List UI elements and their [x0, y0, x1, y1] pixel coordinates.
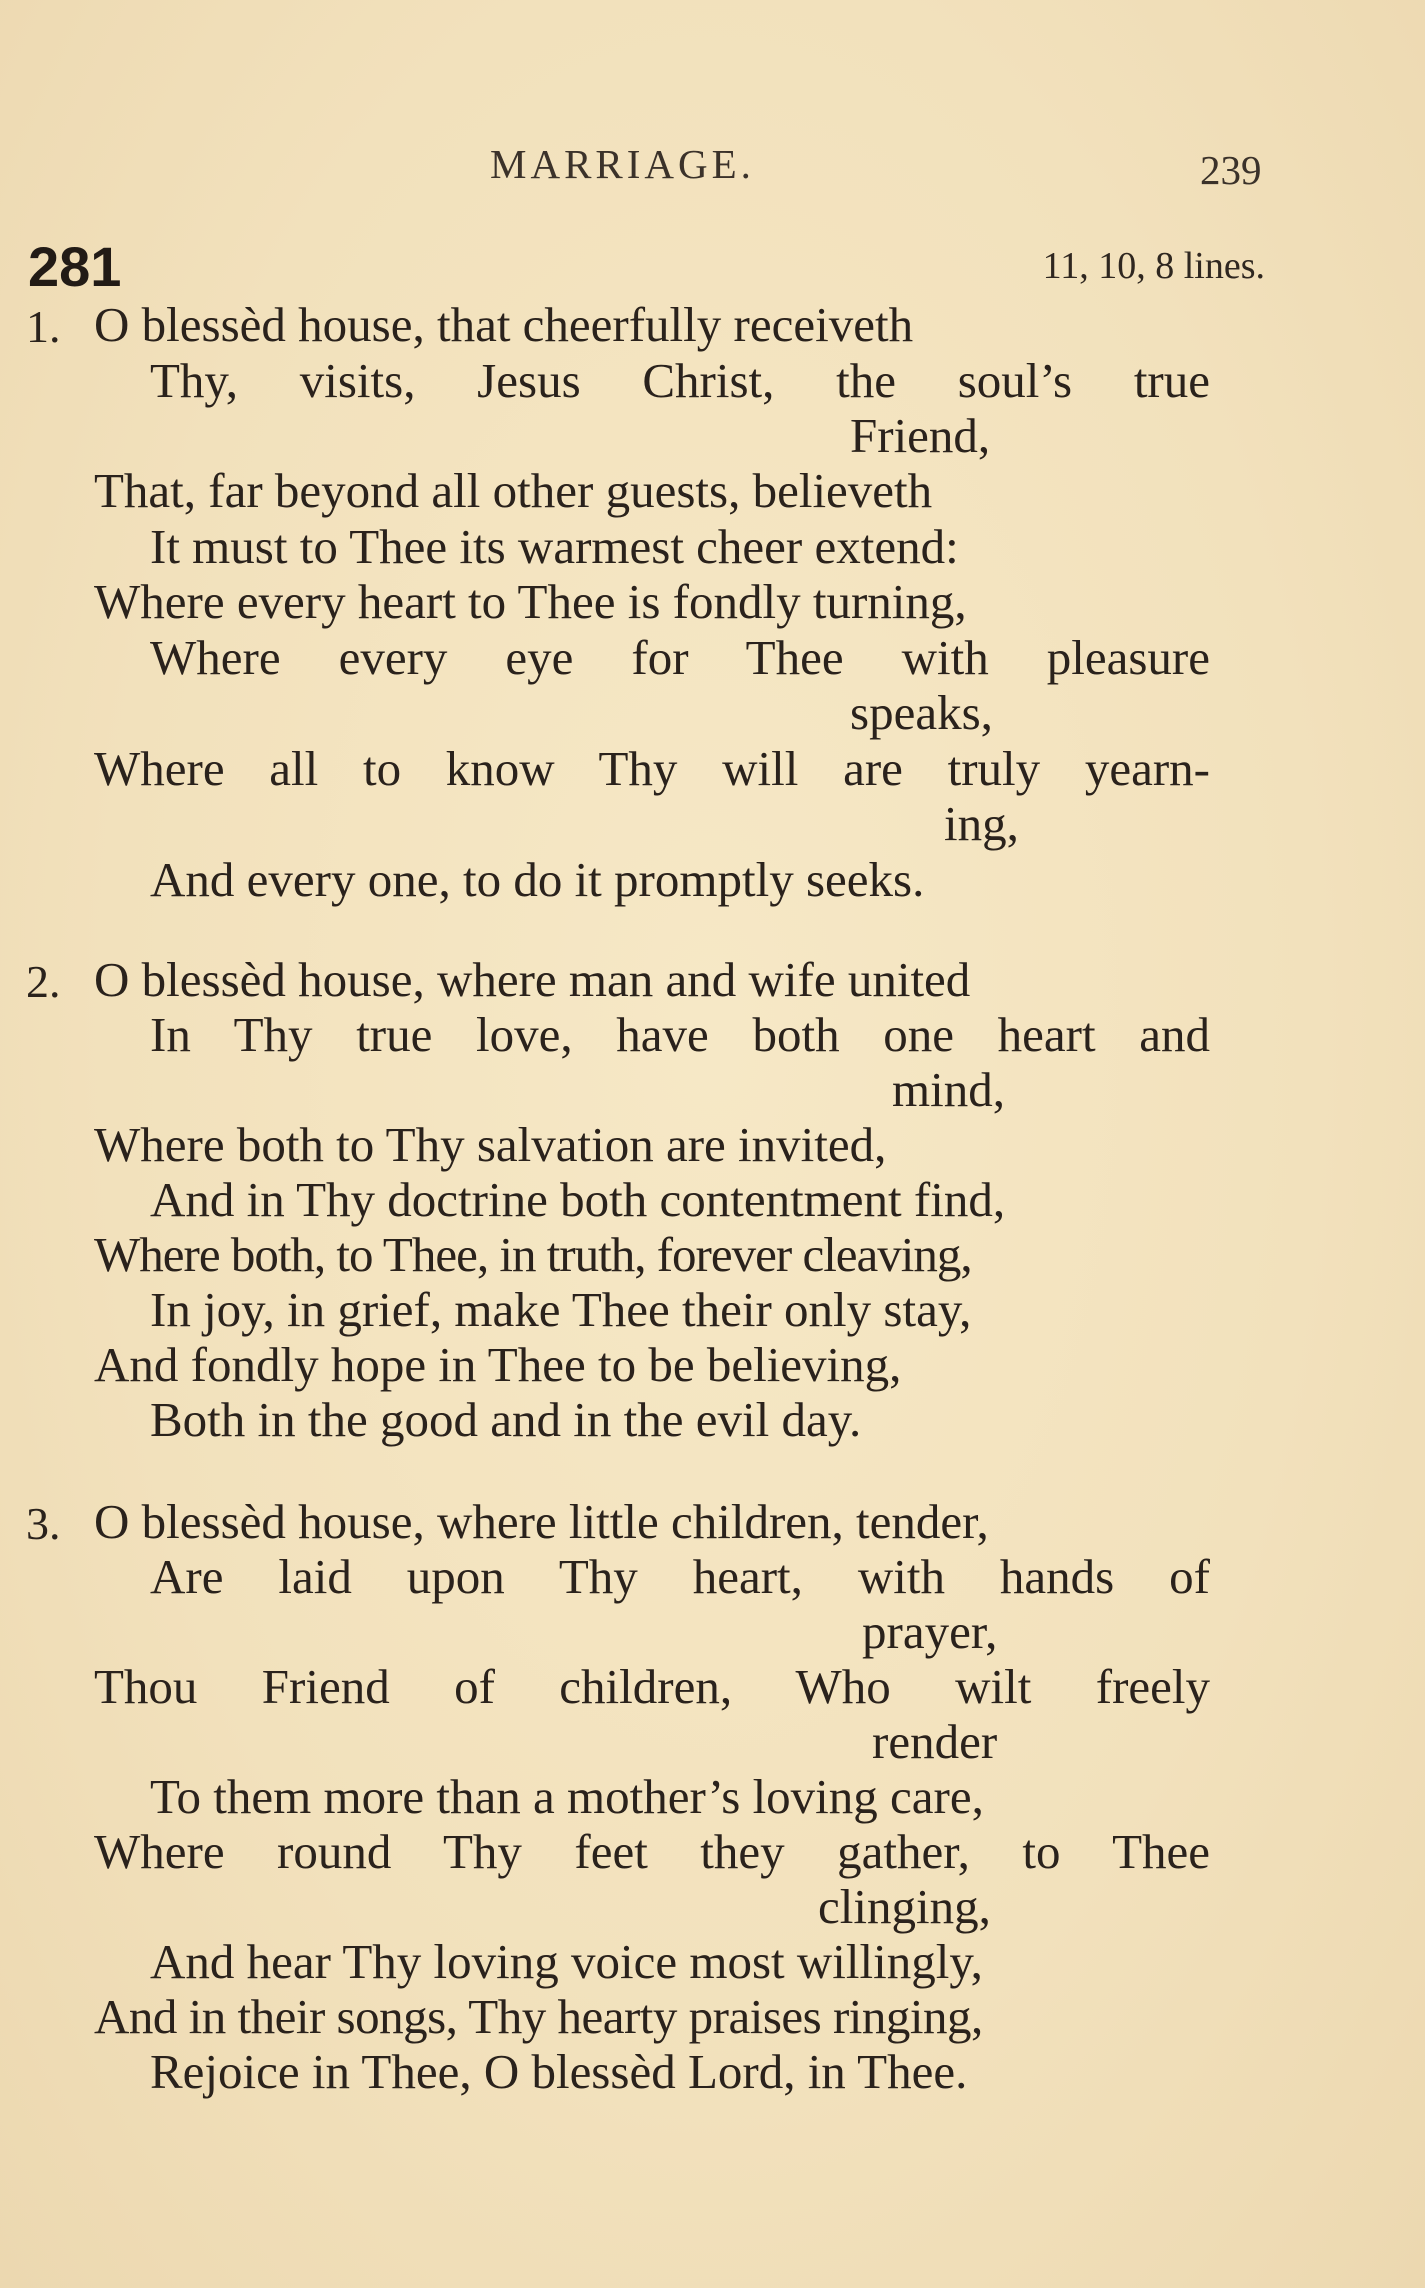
- verse-line: Where every heart to Thee is fondly turning,: [94, 574, 967, 629]
- verse-line-turnover: ing,: [944, 796, 1019, 851]
- running-head: MARRIAGE.: [490, 141, 755, 187]
- verse-line: That, far beyond all other guests, believeth: [94, 463, 933, 518]
- verse-line: And hear Thy loving voice most willingly,: [150, 1934, 983, 1989]
- verse-line-turnover: render: [872, 1714, 998, 1769]
- verse-line: Where round Thy feet they gather, to Thee: [94, 1824, 1210, 1879]
- verse-line: Where every eye for Thee with pleasure: [150, 630, 1210, 685]
- verse-line-turnover: speaks,: [850, 685, 993, 740]
- hymn-number: 281: [28, 235, 122, 298]
- verse-line: Are laid upon Thy heart, with hands of: [150, 1549, 1210, 1604]
- verse-line: O blessèd house, that cheerfully receiveth: [94, 297, 914, 352]
- verse-line: Thy, visits, Jesus Christ, the soul’s true: [150, 353, 1210, 408]
- verse-line: Thou Friend of children, Who wilt freely: [94, 1659, 1210, 1714]
- verse-line: And fondly hope in Thee to be believing,: [94, 1337, 902, 1392]
- verse-line: Where all to know Thy will are truly yearn-: [94, 741, 1210, 796]
- verse-line-turnover: Friend,: [850, 408, 991, 463]
- page-number: 239: [1200, 147, 1262, 193]
- verse-line-turnover: prayer,: [862, 1604, 998, 1659]
- verse-line: In Thy true love, have both one heart and: [150, 1007, 1210, 1062]
- verse-line: O blessèd house, where man and wife united: [94, 952, 971, 1007]
- verse-line: And in Thy doctrine both contentment find,: [150, 1172, 1006, 1227]
- hymn-meter: 11, 10, 8 lines.: [1042, 245, 1265, 287]
- verse-number: 2.: [26, 956, 61, 1007]
- verse-line: And in their songs, Thy hearty praises ringing,: [94, 1989, 983, 2044]
- verse-line-turnover: clinging,: [818, 1879, 991, 1934]
- verse-line: Both in the good and in the evil day.: [150, 1392, 862, 1447]
- verse-line: It must to Thee its warmest cheer extend:: [150, 519, 959, 574]
- verse-line: Where both to Thy salvation are invited,: [94, 1117, 887, 1172]
- verse-line: In joy, in grief, make Thee their only stay,: [150, 1282, 972, 1337]
- verse-number: 1.: [26, 301, 61, 352]
- verse-line-turnover: mind,: [892, 1062, 1005, 1117]
- verse-line: Rejoice in Thee, O blessèd Lord, in Thee.: [150, 2044, 968, 2099]
- verse-line: O blessèd house, where little children, tender,: [94, 1494, 989, 1549]
- verse-number: 3.: [26, 1498, 61, 1549]
- verse-line: To them more than a mother’s loving care,: [150, 1769, 984, 1824]
- verse-line: Where both, to Thee, in truth, forever cleaving,: [94, 1227, 972, 1282]
- verse-line: And every one, to do it promptly seeks.: [150, 852, 925, 907]
